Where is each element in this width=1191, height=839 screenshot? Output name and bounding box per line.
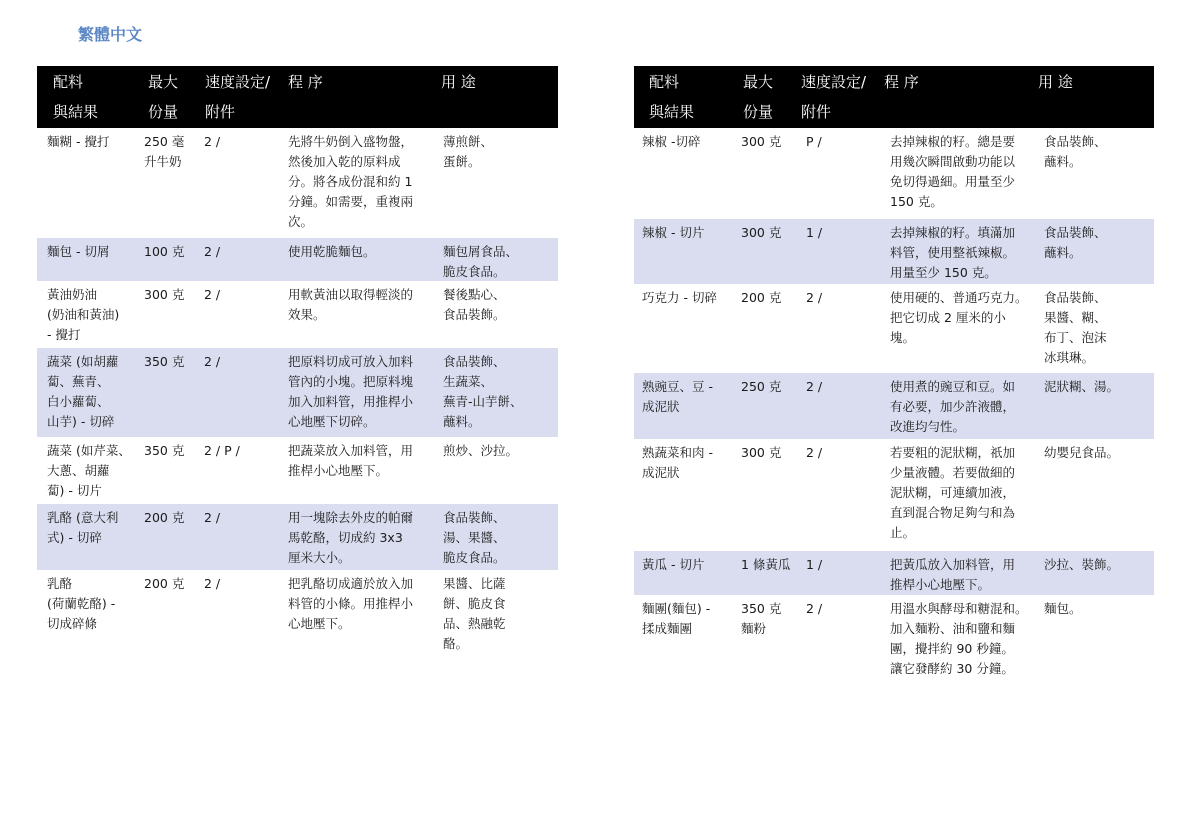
cell-procedure: 用軟黃油以取得輕淡的 效果。 <box>288 287 414 322</box>
cell-usage: 餐後點心、 食品裝飾。 <box>443 287 506 322</box>
cell-procedure: 先將牛奶倒入盛物盤， 然後加入乾的原料成 分。將各成份混和約 1 分鐘。如需要，重複兩 次。 <box>288 134 414 229</box>
cell-speed: 2 / <box>204 287 221 302</box>
cell-procedure: 去掉辣椒的籽。填滿加 料管，使用整祇辣椒。 用量至少 150 克。 <box>890 225 1016 280</box>
cell-speed: 2 / <box>204 244 221 259</box>
header-max-amount-sub: 份量 <box>743 103 774 121</box>
cell-amount: 350 克 <box>144 443 185 458</box>
cell-speed: 2 / <box>204 354 221 369</box>
header-speed: 速度設定/ <box>801 73 867 91</box>
header-ingredient: 配料 <box>53 73 84 91</box>
cell-procedure: 把黃瓜放入加料管，用 推桿小心地壓下。 <box>890 557 1016 592</box>
cell-amount: 300 克 <box>741 445 782 460</box>
recipe-table-right <box>634 66 1154 687</box>
cell-speed: 2 / <box>204 134 221 149</box>
table-row <box>634 439 1154 551</box>
cell-speed: 2 / <box>204 510 221 525</box>
header-procedure: 程 序 <box>288 73 323 91</box>
cell-amount: 300 克 <box>144 287 185 302</box>
recipe-table-left <box>37 66 558 659</box>
table-row <box>37 348 558 437</box>
cell-procedure: 把蔬菜放入加料管，用 推桿小心地壓下。 <box>288 443 414 478</box>
cell-procedure: 用一塊除去外皮的帕爾 馬乾酪，切成約 3x3 厘米大小。 <box>288 510 414 565</box>
header-max-amount-sub: 份量 <box>148 103 179 121</box>
header-speed: 速度設定/ <box>205 73 271 91</box>
table-row <box>37 128 558 238</box>
cell-ingredient: 辣椒 - 切片 <box>642 225 705 240</box>
cell-amount: 250 毫 升牛奶 <box>144 134 185 169</box>
cell-speed: 1 / <box>806 225 823 240</box>
table-row <box>634 595 1154 687</box>
cell-usage: 食品裝飾、 蘸料。 <box>1044 134 1107 169</box>
header-max-amount: 最大 <box>148 73 179 91</box>
cell-amount: 300 克 <box>741 225 782 240</box>
cell-usage: 幼嬰兒食品。 <box>1044 445 1120 460</box>
table-row <box>37 437 558 504</box>
table-row <box>37 570 558 659</box>
cell-speed: P / <box>806 134 822 149</box>
cell-amount: 300 克 <box>741 134 782 149</box>
header-speed-sub: 附件 <box>205 103 236 121</box>
table-row <box>37 281 558 348</box>
cell-usage: 麵包。 <box>1044 601 1082 616</box>
table-row <box>634 551 1154 595</box>
cell-usage: 食品裝飾、 蘸料。 <box>1044 225 1107 260</box>
cell-amount: 250 克 <box>741 379 782 394</box>
header-speed-sub: 附件 <box>801 103 832 121</box>
cell-usage: 沙拉、裝飾。 <box>1044 557 1120 572</box>
cell-ingredient: 蔬菜 (如芹菜、 大蔥、胡蘿 蔔) - 切片 <box>47 443 131 498</box>
cell-ingredient: 辣椒 -切碎 <box>642 134 701 149</box>
cell-speed: 2 / <box>806 445 823 460</box>
cell-ingredient: 麵團(麵包) - 揉成麵團 <box>642 601 711 636</box>
cell-usage: 食品裝飾、 果醬、糊、 布丁、泡沫 冰琪琳。 <box>1044 290 1107 365</box>
cell-ingredient: 黃油奶油 (奶油和黃油) - 攪打 <box>47 287 120 342</box>
cell-procedure: 使用硬的、普通巧克力。 把它切成 2 厘米的小 塊。 <box>890 290 1028 345</box>
cell-ingredient: 蔬菜 (如胡蘿 蔔、蕪青、 白小蘿蔔、 山芋) - 切碎 <box>47 354 119 429</box>
cell-ingredient: 巧克力 - 切碎 <box>642 290 717 305</box>
cell-usage: 薄煎餅、 蛋餅。 <box>443 134 494 169</box>
header-ingredient: 配料 <box>649 73 680 91</box>
cell-speed: 2 / <box>204 576 221 591</box>
table-row <box>634 128 1154 219</box>
cell-usage: 食品裝飾、 湯、果醬、 脆皮食品。 <box>443 510 506 565</box>
cell-usage: 泥狀糊、湯。 <box>1044 379 1120 394</box>
cell-amount: 200 克 <box>144 576 185 591</box>
cell-speed: 2 / <box>806 290 823 305</box>
cell-procedure: 把乳酪切成適於放入加 料管的小條。用推桿小 心地壓下。 <box>288 576 414 631</box>
cell-amount: 200 克 <box>741 290 782 305</box>
cell-procedure: 若要粗的泥狀糊，祇加 少量液體。若要做細的 泥狀糊，可連續加液， 直到混合物足夠勻和為 止。 <box>890 445 1016 540</box>
cell-speed: 2 / <box>806 601 823 616</box>
cell-amount: 1 條黃瓜 <box>741 557 791 572</box>
cell-amount: 100 克 <box>144 244 185 259</box>
cell-ingredient: 黃瓜 - 切片 <box>642 557 705 572</box>
table-row <box>37 238 558 281</box>
header-ingredient-sub: 與結果 <box>649 103 695 121</box>
header-usage: 用 途 <box>1038 73 1073 91</box>
language-label: 繁體中文 <box>78 25 143 44</box>
table-row <box>634 219 1154 284</box>
cell-procedure: 用溫水與酵母和糖混和。 加入麵粉、油和鹽和麵 團，攪拌約 90 秒鐘。 讓它發酵約 30 分鐘。 <box>890 601 1028 676</box>
cell-ingredient: 乳酪 (意大利 式) - 切碎 <box>47 510 119 545</box>
cell-ingredient: 乳酪 (荷蘭乾酪) - 切成碎條 <box>47 576 116 631</box>
table-row <box>634 284 1154 373</box>
cell-ingredient: 熟豌豆、豆 - 成泥狀 <box>642 379 713 414</box>
header-usage: 用 途 <box>441 73 476 91</box>
cell-ingredient: 麵糊 - 攪打 <box>47 134 110 149</box>
cell-speed: 1 / <box>806 557 823 572</box>
cell-usage: 食品裝飾、 生蔬菜、 蕪青-山芋餅、 蘸料。 <box>443 354 523 429</box>
cell-usage: 麵包屑食品、 脆皮食品。 <box>443 244 519 279</box>
table-row <box>634 373 1154 439</box>
cell-ingredient: 麵包 - 切屑 <box>47 244 110 259</box>
cell-procedure: 去掉辣椒的籽。總是要 用幾次瞬間啟動功能以 免切得過細。用量至少 150 克。 <box>890 134 1016 209</box>
cell-speed: 2 / <box>806 379 823 394</box>
table-header <box>634 66 1154 128</box>
cell-procedure: 使用乾脆麵包。 <box>288 244 376 259</box>
header-procedure: 程 序 <box>884 73 919 91</box>
cell-procedure: 使用煮的豌豆和豆。如 有必要，加少許液體， 改進均勻性。 <box>890 379 1016 434</box>
table-header <box>37 66 558 128</box>
cell-amount: 200 克 <box>144 510 185 525</box>
cell-ingredient: 熟蔬菜和肉 - 成泥狀 <box>642 445 713 480</box>
cell-amount: 350 克 <box>144 354 185 369</box>
cell-amount: 350 克 麵粉 <box>741 601 782 636</box>
cell-usage: 煎炒、沙拉。 <box>443 443 519 458</box>
cell-procedure: 把原料切成可放入加料 管內的小塊。把原料塊 加入加料管，用推桿小 心地壓下切碎。 <box>288 354 414 429</box>
cell-usage: 果醬、比薩 餅、脆皮食 品、熱融乾 酪。 <box>443 576 506 651</box>
header-ingredient-sub: 與結果 <box>53 103 99 121</box>
table-row <box>37 504 558 570</box>
header-max-amount: 最大 <box>743 73 774 91</box>
cell-speed: 2 / P / <box>204 443 240 458</box>
